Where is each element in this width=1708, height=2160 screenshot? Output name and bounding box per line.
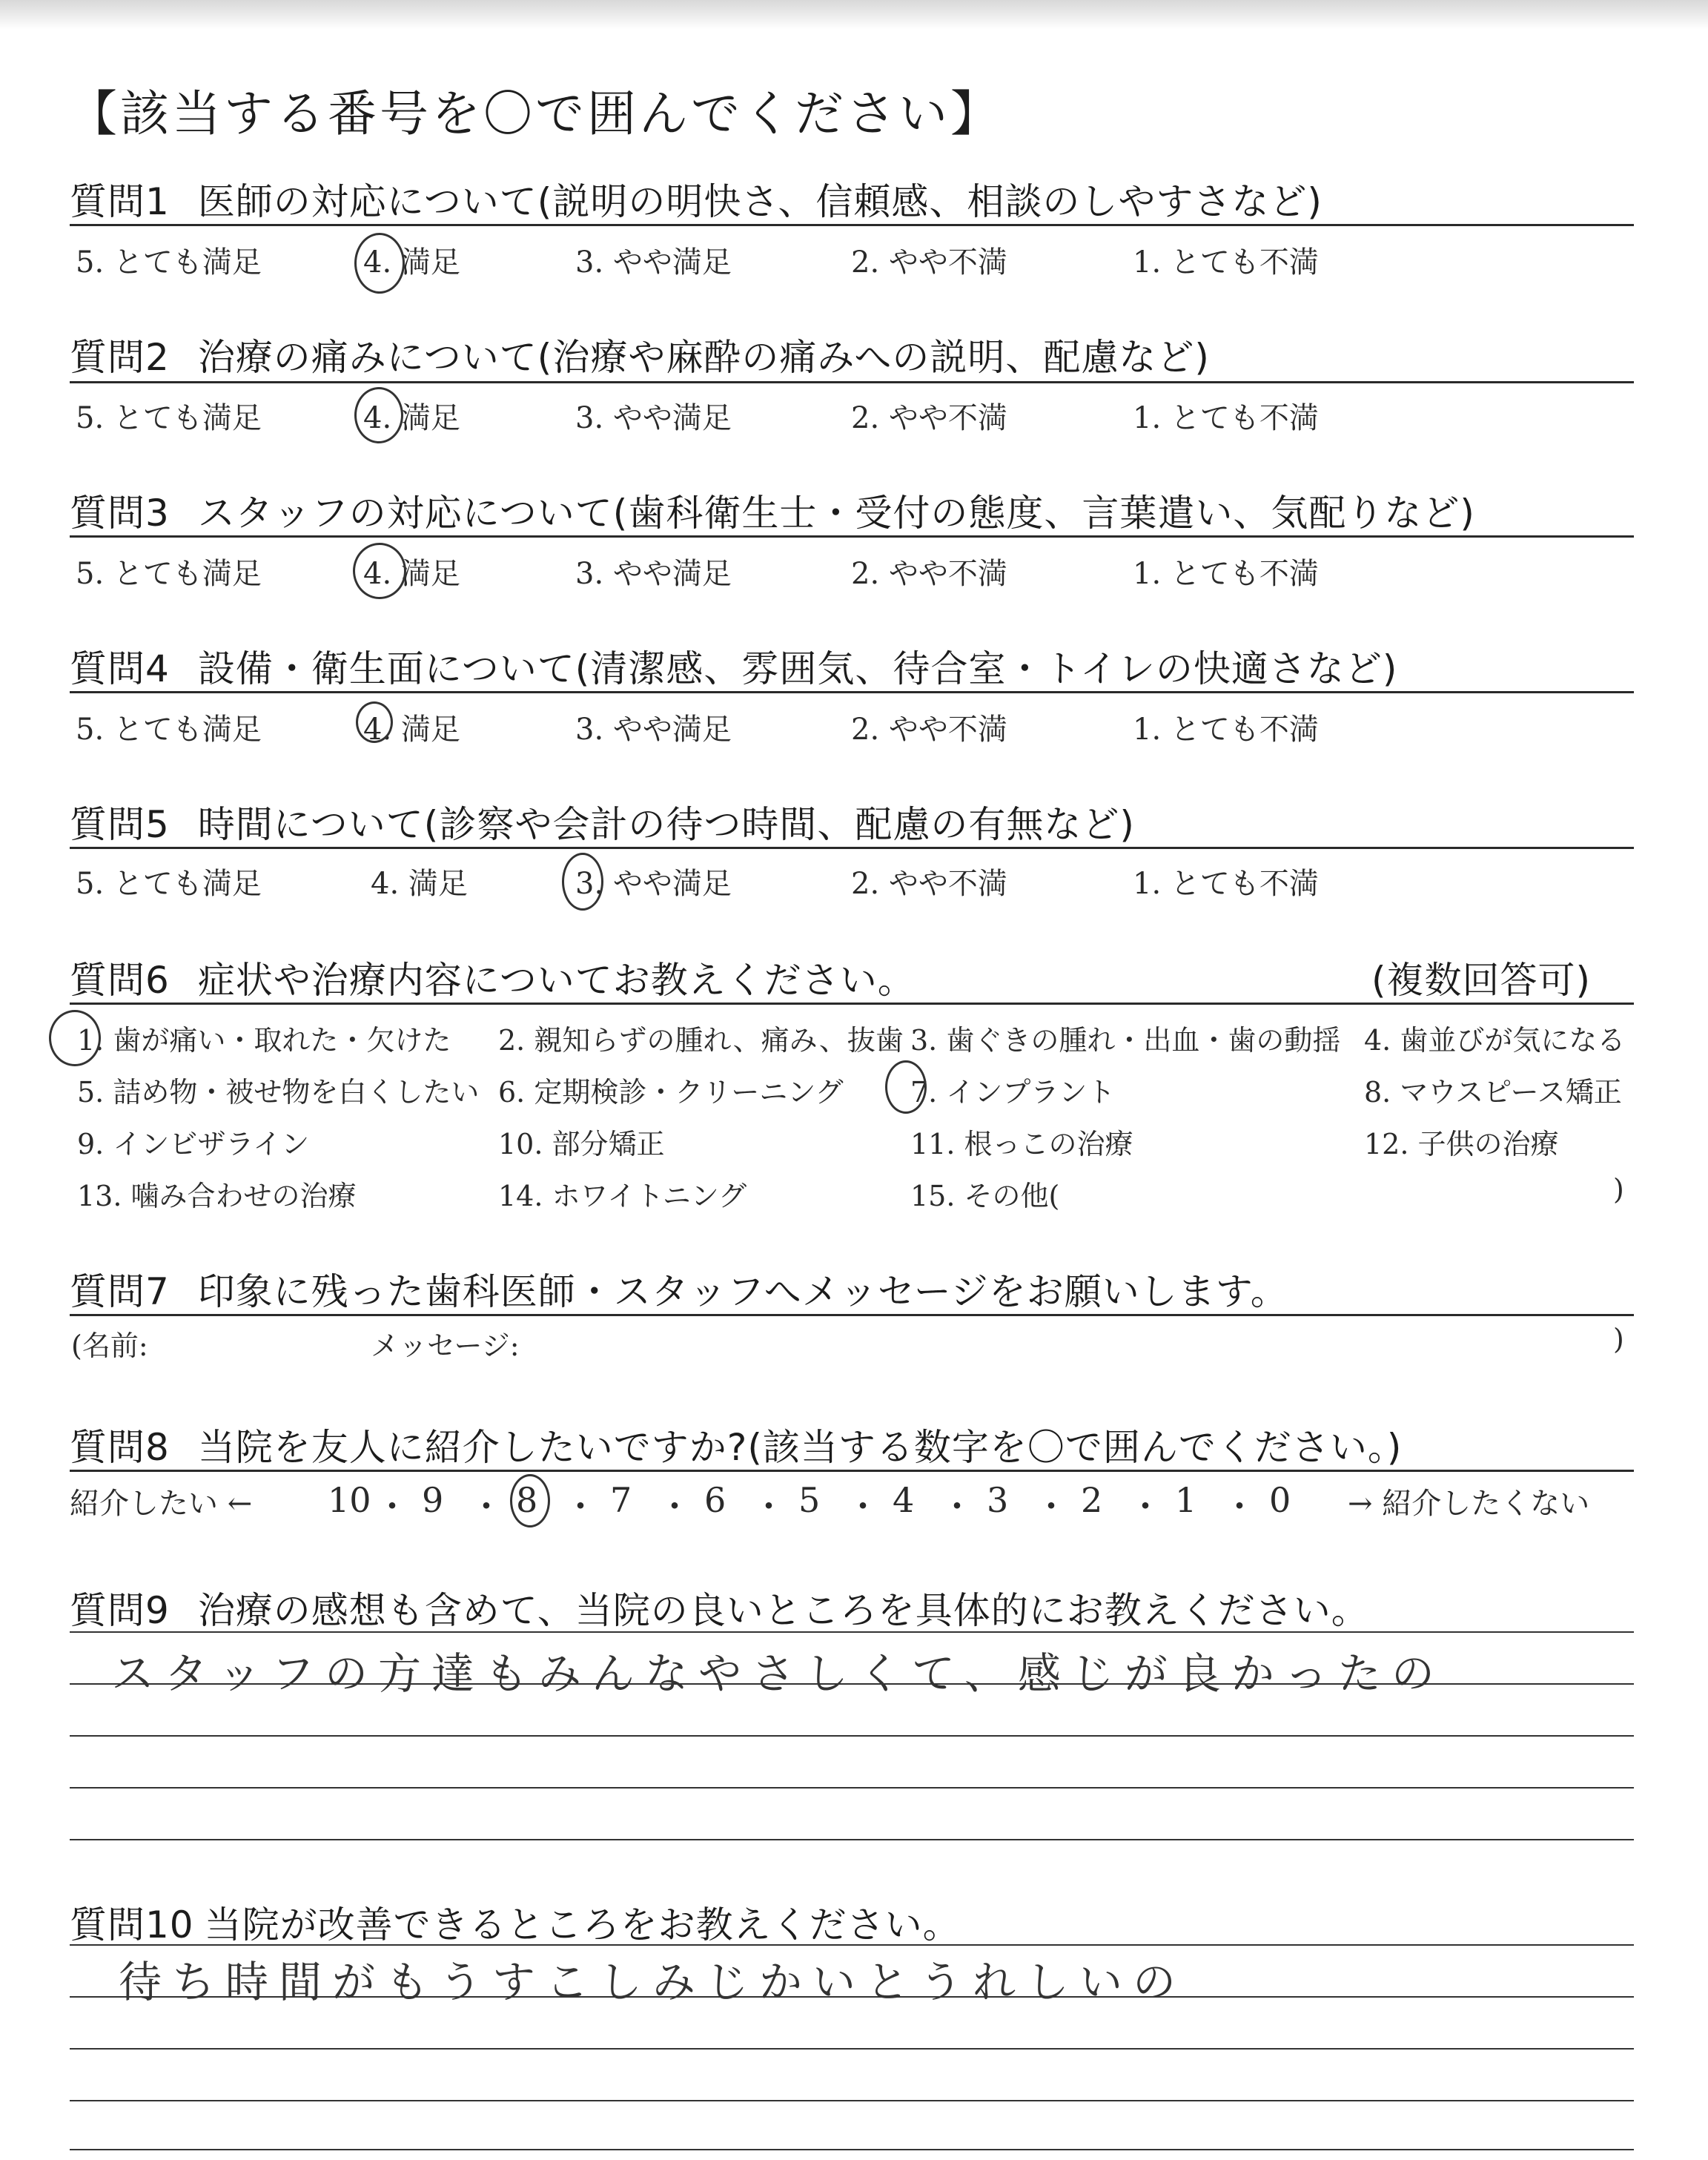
scale-value-5[interactable]: 5 bbox=[798, 1480, 821, 1520]
q6-option-8[interactable]: 8. マウスピース矯正 bbox=[1364, 1076, 1622, 1109]
selection-circle bbox=[885, 1060, 927, 1114]
answer-line bbox=[70, 1944, 1634, 1946]
q6-option-2[interactable]: 2. 親知らずの腫れ、痛み、抜歯 bbox=[498, 1024, 904, 1057]
selection-circle bbox=[354, 233, 405, 294]
answer-line bbox=[70, 1839, 1634, 1840]
multiple-answers-note: (複数回答可) bbox=[1371, 959, 1592, 1002]
q5-option-2[interactable]: 2. やや不満 bbox=[851, 867, 1007, 901]
q4-option-1[interactable]: 1. とても不満 bbox=[1133, 713, 1319, 747]
scale-separator-dot: ・ bbox=[846, 1487, 880, 1527]
answer-line bbox=[70, 1787, 1634, 1789]
name-label: (名前: bbox=[71, 1330, 148, 1362]
question-6 bbox=[70, 951, 916, 1004]
selection-circle bbox=[49, 1010, 101, 1066]
q2-option-1[interactable]: 1. とても不満 bbox=[1133, 401, 1319, 435]
q4-option-4[interactable]: 4. 満足 bbox=[363, 713, 460, 747]
question-text: スタッフの対応について(歯科衛生士・受付の態度、言葉遣い、気配りなど) bbox=[197, 492, 1475, 535]
q5-option-3[interactable]: 3. やや満足 bbox=[575, 867, 732, 901]
message-label: メッセージ: bbox=[371, 1330, 520, 1362]
question-8 bbox=[70, 1418, 1402, 1471]
answer-line bbox=[70, 2100, 1634, 2101]
q6-option-4[interactable]: 4. 歯並びが気になる bbox=[1364, 1024, 1626, 1057]
q1-option-5[interactable]: 5. とても満足 bbox=[76, 245, 262, 280]
question-7 bbox=[70, 1262, 1288, 1315]
q2-option-2[interactable]: 2. やや不満 bbox=[851, 401, 1007, 435]
scale-value-0[interactable]: 0 bbox=[1269, 1480, 1291, 1520]
scale-separator-dot: ・ bbox=[1128, 1487, 1162, 1527]
question-number: 質問2 bbox=[70, 336, 170, 379]
answer-line bbox=[70, 1631, 1634, 1633]
recommend-left-label: 紹介したい ← bbox=[70, 1487, 253, 1521]
form-title: 【該当する番号を〇で囲んでください】 bbox=[68, 85, 1002, 142]
question-5 bbox=[70, 795, 1135, 848]
question-number: 質問9 bbox=[70, 1589, 170, 1632]
question-text: 症状や治療内容についてお教えください。 bbox=[197, 959, 916, 1002]
q6-option-14[interactable]: 14. ホワイトニング bbox=[498, 1180, 747, 1212]
scale-separator-dot: ・ bbox=[563, 1487, 598, 1527]
selection-circle bbox=[353, 543, 406, 599]
question-number: 質問5 bbox=[70, 803, 170, 846]
q3-option-2[interactable]: 2. やや不満 bbox=[851, 557, 1007, 591]
question-text: 時間について(診察や会計の待つ時間、配慮の有無など) bbox=[197, 803, 1135, 846]
q6-option-12[interactable]: 12. 子供の治療 bbox=[1364, 1128, 1559, 1160]
question-text: 印象に残った歯科医師・スタッフへメッセージをお願いします。 bbox=[197, 1270, 1288, 1313]
q4-option-2[interactable]: 2. やや不満 bbox=[851, 713, 1007, 747]
scale-separator-dot: ・ bbox=[375, 1487, 409, 1527]
question-number: 質問4 bbox=[70, 647, 170, 690]
q6-option-11[interactable]: 11. 根っこの治療 bbox=[910, 1128, 1133, 1160]
q6-option-5[interactable]: 5. 詰め物・被せ物を白くしたい bbox=[77, 1076, 480, 1109]
answer-line bbox=[70, 1996, 1634, 1998]
question-text: 当院が改善できるところをお教えください。 bbox=[204, 1903, 961, 1946]
q6-other-close-paren: ) bbox=[1613, 1173, 1624, 1206]
q6-option-10[interactable]: 10. 部分矯正 bbox=[498, 1128, 665, 1160]
scale-value-10[interactable]: 10 bbox=[328, 1480, 371, 1520]
question-rule bbox=[70, 381, 1634, 383]
question-2 bbox=[70, 328, 1210, 381]
selection-circle bbox=[510, 1474, 550, 1527]
question-number: 質問3 bbox=[70, 492, 170, 535]
q3-option-5[interactable]: 5. とても満足 bbox=[76, 557, 262, 591]
question-rule bbox=[70, 691, 1634, 693]
scale-value-9[interactable]: 9 bbox=[422, 1480, 444, 1520]
q3-option-3[interactable]: 3. やや満足 bbox=[575, 557, 732, 591]
q2-option-5[interactable]: 5. とても満足 bbox=[76, 401, 262, 435]
question-number: 質問8 bbox=[70, 1426, 170, 1469]
scale-separator-dot: ・ bbox=[1222, 1487, 1257, 1527]
scale-value-6[interactable]: 6 bbox=[704, 1480, 726, 1520]
q6-option-6[interactable]: 6. 定期検診・クリーニング bbox=[498, 1076, 844, 1109]
selection-circle bbox=[356, 701, 393, 743]
q10-handwritten-answer[interactable]: 待ち時間がもうすこしみじかいとうれしいの bbox=[119, 1957, 1187, 2007]
question-text: 医師の対応について(説明の明快さ、信頼感、相談のしやすさなど) bbox=[197, 180, 1323, 223]
question-text: 治療の感想も含めて、当院の良いところを具体的にお教えください。 bbox=[197, 1589, 1369, 1632]
q4-option-5[interactable]: 5. とても満足 bbox=[76, 713, 262, 747]
question-number: 質問10 bbox=[70, 1903, 194, 1946]
scale-separator-dot: ・ bbox=[1034, 1487, 1068, 1527]
selection-circle bbox=[562, 853, 603, 911]
question-rule bbox=[70, 1470, 1634, 1472]
question-number: 質問7 bbox=[70, 1270, 170, 1313]
q3-option-4[interactable]: 4. 満足 bbox=[363, 557, 460, 591]
scale-separator-dot: ・ bbox=[752, 1487, 786, 1527]
scale-separator-dot: ・ bbox=[940, 1487, 974, 1527]
question-rule bbox=[70, 847, 1634, 849]
scale-value-2[interactable]: 2 bbox=[1081, 1480, 1103, 1520]
q9-handwritten-answer[interactable]: スタッフの方達もみんなやさしくて、感じが良かったの bbox=[111, 1648, 1445, 1699]
q2-option-3[interactable]: 3. やや満足 bbox=[575, 401, 732, 435]
selection-circle bbox=[354, 387, 403, 443]
question-3 bbox=[70, 483, 1475, 537]
q6-option-15[interactable]: 15. その他( bbox=[910, 1180, 1060, 1212]
q6-option-13[interactable]: 13. 噛み合わせの治療 bbox=[77, 1180, 357, 1212]
message-field[interactable] bbox=[178, 1327, 1586, 1364]
answer-line bbox=[70, 2048, 1634, 2050]
question-rule bbox=[70, 1314, 1634, 1316]
answer-line bbox=[70, 1735, 1634, 1737]
q3-option-1[interactable]: 1. とても不満 bbox=[1133, 557, 1319, 591]
question-number: 質問6 bbox=[70, 959, 170, 1002]
question-4 bbox=[70, 639, 1397, 693]
q6-option-1[interactable]: 1. 歯が痛い・取れた・欠けた bbox=[77, 1024, 451, 1057]
scale-separator-dot: ・ bbox=[658, 1487, 692, 1527]
question-text: 治療の痛みについて(治療や麻酔の痛みへの説明、配慮など) bbox=[197, 336, 1210, 379]
question-rule bbox=[70, 224, 1634, 226]
q5-option-5[interactable]: 5. とても満足 bbox=[76, 867, 262, 901]
q5-option-1[interactable]: 1. とても不満 bbox=[1133, 867, 1319, 901]
scale-value-7[interactable]: 7 bbox=[610, 1480, 632, 1520]
q4-option-3[interactable]: 3. やや満足 bbox=[575, 713, 732, 747]
question-rule bbox=[70, 1003, 1634, 1005]
question-10 bbox=[70, 1895, 961, 1949]
scale-value-1[interactable]: 1 bbox=[1175, 1480, 1197, 1520]
scale-value-8[interactable]: 8 bbox=[516, 1480, 538, 1520]
question-rule bbox=[70, 535, 1634, 538]
question-1 bbox=[70, 172, 1323, 225]
question-text: 当院を友人に紹介したいですか?(該当する数字を〇で囲んでください。) bbox=[197, 1426, 1403, 1469]
answer-line bbox=[70, 1683, 1634, 1685]
q1-option-1[interactable]: 1. とても不満 bbox=[1133, 245, 1319, 280]
q1-option-2[interactable]: 2. やや不満 bbox=[851, 245, 1007, 280]
question-9 bbox=[70, 1581, 1369, 1634]
message-close-paren: ) bbox=[1613, 1323, 1624, 1355]
scan-edge-shadow bbox=[0, 0, 1708, 30]
question-number: 質問1 bbox=[70, 180, 170, 223]
scale-value-4[interactable]: 4 bbox=[893, 1480, 915, 1520]
recommend-right-label: → 紹介したくない bbox=[1348, 1487, 1590, 1521]
q2-option-4[interactable]: 4. 満足 bbox=[363, 401, 460, 435]
q6-option-7[interactable]: 7. インプラント bbox=[910, 1076, 1116, 1109]
q6-option-9[interactable]: 9. インビザライン bbox=[77, 1128, 310, 1160]
question-text: 設備・衛生面について(清潔感、雰囲気、待合室・トイレの快適さなど) bbox=[197, 647, 1398, 690]
answer-line bbox=[70, 2149, 1634, 2150]
scale-value-3[interactable]: 3 bbox=[987, 1480, 1009, 1520]
q5-option-4[interactable]: 4. 満足 bbox=[371, 867, 468, 901]
scale-separator-dot: ・ bbox=[469, 1487, 503, 1527]
q6-option-3[interactable]: 3. 歯ぐきの腫れ・出血・歯の動揺 bbox=[910, 1024, 1341, 1057]
q1-option-3[interactable]: 3. やや満足 bbox=[575, 245, 732, 280]
q1-option-4[interactable]: 4. 満足 bbox=[363, 245, 460, 280]
